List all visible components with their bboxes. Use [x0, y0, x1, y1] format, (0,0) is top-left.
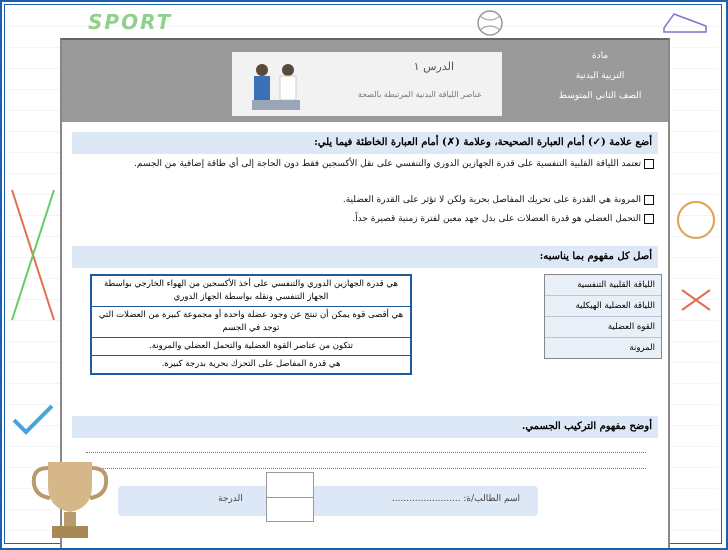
term-item[interactable]: المرونة [629, 343, 655, 353]
term-item[interactable]: اللياقة القلبية التنفسية [545, 275, 661, 296]
checkmark-doodle-icon [8, 400, 58, 440]
sneaker-doodle-icon [660, 6, 710, 36]
lesson-number: الدرس ١ [413, 60, 454, 73]
q1-instruction: أضع علامة (✓) أمام العبارة الصحيحة، وعلامة (✗) أمام العبارة الخاطئة فيما يلي: [72, 132, 658, 154]
worksheet [60, 38, 670, 548]
definition-item[interactable]: هي أقصى قوة يمكن أن تنتج عن وجود عضلة واحدة أو مجموعة كبيرة من العضلات التي توجد في الجسم [92, 307, 410, 338]
answer-checkbox[interactable] [644, 195, 654, 205]
definition-item[interactable]: تتكون من عناصر القوة العضلية والتحمل العضلي والمرونة. [92, 338, 410, 356]
judo-illustration [234, 58, 314, 114]
ball-doodle-icon [470, 8, 510, 38]
grade-label: الدرجة [218, 494, 243, 504]
terms-column [544, 274, 662, 359]
subject-name: التربية البدنية [575, 71, 625, 81]
trophy-icon [20, 456, 120, 546]
subject-label: مادة [591, 51, 609, 61]
answer-line[interactable] [86, 468, 646, 469]
definitions-column [90, 274, 412, 375]
q1-statement: المرونة هي القدرة على تحريك المفاصل بحرية ولكن لا تؤثر على القدرة العضلية. [74, 193, 654, 208]
q1-statement: تعتمد اللياقة القلبية التنفسية على قدرة الجهازين الدوري والتنفسي على نقل الأكسجين فقط دون الحاجة إلى أي طاقة إضافية من الجسم. [74, 157, 654, 172]
q1-statement: التحمل العضلي هو قدرة العضلات على بذل جهد معين لفترة زمنية قصيرة جداً. [74, 212, 654, 227]
student-name-label: اسم الطالب/ة: ........................ [391, 494, 520, 504]
sticks-doodle-icon [6, 180, 60, 330]
sport-decoration: SPORT [88, 10, 173, 34]
definition-item[interactable]: هي قدرة الجهازين الدوري والتنفسي على أخذ الأكسجين من الهواء الخارجي بواسطة الجهاز التنفسي ونقله بواسطة الجهاز الدوري [92, 276, 410, 307]
answer-checkbox[interactable] [644, 214, 654, 224]
q2-instruction: أصل كل مفهوم بما يناسبه: [72, 246, 658, 268]
footer-bar [118, 486, 538, 516]
grade-box[interactable] [266, 472, 314, 522]
answer-line[interactable] [86, 452, 646, 453]
answer-checkbox[interactable] [644, 159, 654, 169]
lesson-title-box [232, 52, 502, 116]
header-band [62, 40, 668, 122]
term-item[interactable]: اللياقة العضلية الهيكلية [545, 296, 661, 317]
grade-level: الصف الثاني المتوسط [558, 91, 642, 101]
q3-instruction: أوضح مفهوم التركيب الجسمي. [72, 416, 658, 438]
subject-block [554, 46, 646, 106]
definition-item[interactable]: هي قدرة المفاصل على التحرك بحرية بدرجة كبيرة. [161, 359, 341, 369]
ball2-doodle-icon [668, 180, 724, 320]
term-item[interactable]: القوة العضلية [545, 317, 661, 338]
lesson-subtitle: عناصر اللياقة البدنية المرتبطة بالصحة [357, 90, 482, 99]
